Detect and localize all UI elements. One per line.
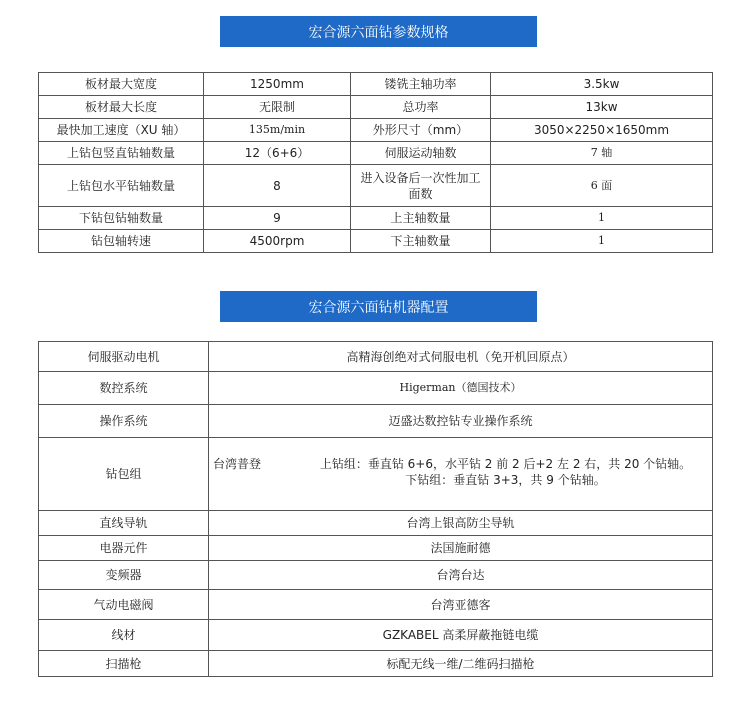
config-label: 变频器 bbox=[39, 561, 209, 590]
config-label: 钻包组 bbox=[39, 438, 209, 511]
config-value: 标配无线一维/二维码扫描枪 bbox=[209, 651, 713, 677]
config-value: 迈盛达数控钻专业操作系统 bbox=[209, 405, 713, 438]
table-row bbox=[39, 73, 713, 96]
table-row bbox=[39, 230, 713, 253]
spec-label: 板材最大宽度 bbox=[39, 73, 204, 96]
spec-label: 上主轴数量 bbox=[351, 207, 491, 230]
spec-value: 4500rpm bbox=[204, 230, 351, 253]
lower-drill-group-text: 下钻组：垂直钻 3+3，共 9 个钻轴。 bbox=[405, 473, 606, 487]
config-value: Higerman（德国技术） bbox=[209, 372, 713, 405]
spec-value: 6 面 bbox=[491, 165, 713, 207]
spec-value: 9 bbox=[204, 207, 351, 230]
table-row bbox=[39, 561, 713, 590]
config-value: 台湾亚德客 bbox=[209, 590, 713, 620]
drill-group-origin: 台湾普登 bbox=[213, 457, 262, 471]
spec-value: 3.5kw bbox=[491, 73, 713, 96]
spec-value: 12（6+6） bbox=[204, 142, 351, 165]
config-value: GZKABEL 高柔屏蔽拖链电缆 bbox=[209, 620, 713, 651]
table-row bbox=[39, 590, 713, 620]
spec-label: 下钻包钻轴数量 bbox=[39, 207, 204, 230]
spec-label: 镂铣主轴功率 bbox=[351, 73, 491, 96]
config-section-title: 宏合源六面钻机器配置 bbox=[220, 291, 537, 322]
upper-drill-group-text: 上钻组：垂直钻 6+6，水平钻 2 前 2 后+2 左 2 右，共 20 个钻轴。 bbox=[319, 457, 692, 471]
spec-table bbox=[38, 72, 713, 253]
spec-label: 钻包轴转速 bbox=[39, 230, 204, 253]
config-value: 高精海创绝对式伺服电机（免开机回原点） bbox=[209, 342, 713, 372]
config-label: 伺服驱动电机 bbox=[39, 342, 209, 372]
spec-section-title: 宏合源六面钻参数规格 bbox=[220, 16, 537, 47]
spec-label: 上钻包竖直钻轴数量 bbox=[39, 142, 204, 165]
table-row bbox=[39, 536, 713, 561]
config-label: 数控系统 bbox=[39, 372, 209, 405]
spec-value: 1 bbox=[491, 230, 713, 253]
spec-label: 进入设备后一次性加工面数 bbox=[351, 165, 491, 207]
spec-value: 1250mm bbox=[204, 73, 351, 96]
spec-label: 外形尺寸（mm） bbox=[351, 119, 491, 142]
spec-value: 无限制 bbox=[204, 96, 351, 119]
spec-value: 135m/min bbox=[204, 119, 351, 142]
spec-label: 板材最大长度 bbox=[39, 96, 204, 119]
spec-label: 总功率 bbox=[351, 96, 491, 119]
spec-label: 伺服运动轴数 bbox=[351, 142, 491, 165]
config-label: 线材 bbox=[39, 620, 209, 651]
spec-value: 1 bbox=[491, 207, 713, 230]
table-row bbox=[39, 438, 713, 511]
config-table bbox=[38, 341, 713, 677]
config-label: 扫描枪 bbox=[39, 651, 209, 677]
table-row bbox=[39, 372, 713, 405]
spec-value: 8 bbox=[204, 165, 351, 207]
table-row bbox=[39, 405, 713, 438]
table-row bbox=[39, 119, 713, 142]
table-row bbox=[39, 651, 713, 677]
spec-value: 13kw bbox=[491, 96, 713, 119]
config-label: 操作系统 bbox=[39, 405, 209, 438]
spec-value: 3050×2250×1650mm bbox=[491, 119, 713, 142]
config-label: 直线导轨 bbox=[39, 511, 209, 536]
table-row bbox=[39, 142, 713, 165]
table-row bbox=[39, 511, 713, 536]
spec-label: 下主轴数量 bbox=[351, 230, 491, 253]
spec-label: 上钻包水平钻轴数量 bbox=[39, 165, 204, 207]
table-row bbox=[39, 165, 713, 207]
table-row bbox=[39, 96, 713, 119]
config-value: 台湾台达 bbox=[209, 561, 713, 590]
config-label: 气动电磁阀 bbox=[39, 590, 209, 620]
drill-group-cell bbox=[209, 438, 713, 511]
table-row bbox=[39, 207, 713, 230]
spec-label: 最快加工速度（XU 轴） bbox=[39, 119, 204, 142]
table-row bbox=[39, 342, 713, 372]
config-label: 电器元件 bbox=[39, 536, 209, 561]
config-value: 法国施耐德 bbox=[209, 536, 713, 561]
table-row bbox=[39, 620, 713, 651]
config-value: 台湾上银高防尘导轨 bbox=[209, 511, 713, 536]
spec-value: 7 轴 bbox=[491, 142, 713, 165]
